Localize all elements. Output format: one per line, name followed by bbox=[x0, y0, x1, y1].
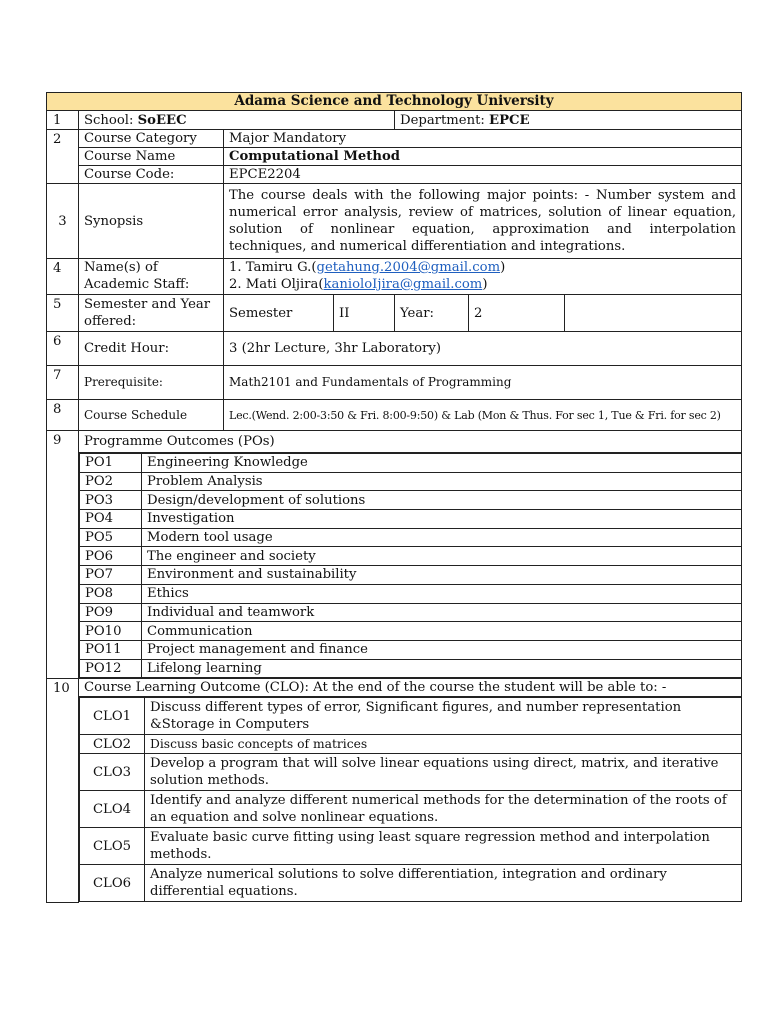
po-description: Communication bbox=[142, 622, 742, 641]
po-description: Engineering Knowledge bbox=[142, 454, 742, 473]
course-code-label: Course Code: bbox=[79, 166, 224, 184]
po-code: PO3 bbox=[80, 491, 142, 510]
row-number: 2 bbox=[47, 130, 79, 184]
row-number: 8 bbox=[47, 400, 79, 431]
clo-row bbox=[80, 828, 742, 865]
clo-row bbox=[80, 754, 742, 791]
clo-table bbox=[79, 697, 742, 902]
schedule-value: Lec.(Wend. 2:00-3:50 & Fri. 8:00-9:50) & Lab (Mon & Thus. For sec 1, Tue & Fri. for sec 2) bbox=[224, 400, 742, 431]
course-info-table bbox=[46, 92, 742, 903]
row-number: 3 bbox=[47, 184, 79, 259]
po-description: Modern tool usage bbox=[142, 528, 742, 547]
po-description: Individual and teamwork bbox=[142, 603, 742, 622]
staff-item: 2. Mati Oljira(kanioloIjira@gmail.com) bbox=[229, 277, 488, 292]
school-cell: School: SoEEC bbox=[79, 111, 395, 130]
po-description: The engineer and society bbox=[142, 547, 742, 566]
clo-description: Develop a program that will solve linear equations using direct, matrix, and iterative solution methods. bbox=[145, 754, 742, 791]
po-code: PO8 bbox=[80, 584, 142, 603]
row-number: 6 bbox=[47, 332, 79, 366]
po-code: PO11 bbox=[80, 640, 142, 659]
po-row bbox=[80, 603, 742, 622]
po-row bbox=[80, 454, 742, 473]
po-description: Design/development of solutions bbox=[142, 491, 742, 510]
course-code-value: EPCE2204 bbox=[224, 166, 742, 184]
department-value: EPCE bbox=[489, 112, 530, 128]
course-name-value: Computational Method bbox=[229, 149, 401, 164]
po-description: Project management and finance bbox=[142, 640, 742, 659]
prerequisite-value: Math2101 and Fundamentals of Programming bbox=[224, 366, 742, 400]
programme-outcomes-table bbox=[79, 453, 742, 678]
course-name-label: Course Name bbox=[79, 148, 224, 166]
po-code: PO10 bbox=[80, 622, 142, 641]
po-row bbox=[80, 622, 742, 641]
staff-list bbox=[224, 259, 742, 295]
clo-code: CLO1 bbox=[80, 698, 145, 735]
row-number: 4 bbox=[47, 259, 79, 295]
synopsis-label: Synopsis bbox=[79, 184, 224, 259]
po-code: PO6 bbox=[80, 547, 142, 566]
staff-item: 1. Tamiru G.(getahung.2004@gmail.com) bbox=[229, 260, 506, 275]
staff-email-link[interactable]: getahung.2004@gmail.com bbox=[316, 260, 501, 275]
schedule-label: Course Schedule bbox=[79, 400, 224, 431]
po-code: PO1 bbox=[80, 454, 142, 473]
row-number: 1 bbox=[47, 111, 79, 130]
course-document bbox=[46, 92, 741, 903]
po-row bbox=[80, 528, 742, 547]
clo-row bbox=[80, 791, 742, 828]
clo-description: Discuss basic concepts of matrices bbox=[145, 735, 742, 754]
row-number: 5 bbox=[47, 295, 79, 332]
po-code: PO2 bbox=[80, 472, 142, 491]
clo-code: CLO5 bbox=[80, 828, 145, 865]
clo-description: Analyze numerical solutions to solve differentiation, integration and ordinary differential equations. bbox=[145, 865, 742, 902]
credit-hour-label: Credit Hour: bbox=[79, 332, 224, 366]
po-row bbox=[80, 491, 742, 510]
clo-title: Course Learning Outcome (CLO): At the end of the course the student will be able to: - bbox=[79, 679, 742, 697]
po-description: Ethics bbox=[142, 584, 742, 603]
row-number: 10 bbox=[47, 679, 79, 903]
year-label: Year: bbox=[395, 295, 469, 332]
po-row bbox=[80, 472, 742, 491]
po-code: PO12 bbox=[80, 659, 142, 678]
programme-outcomes-title: Programme Outcomes (POs) bbox=[79, 431, 742, 453]
credit-hour-value: 3 (2hr Lecture, 3hr Laboratory) bbox=[224, 332, 742, 366]
semester-label: Semester bbox=[224, 295, 334, 332]
clo-description: Discuss different types of error, Significant figures, and number representation &Storage in Computers bbox=[145, 698, 742, 735]
clo-code: CLO4 bbox=[80, 791, 145, 828]
po-row bbox=[80, 659, 742, 678]
school-value: SoEEC bbox=[137, 112, 187, 128]
clo-description: Identify and analyze different numerical methods for the determination of the roots of an equation and solve nonlinear equations. bbox=[145, 791, 742, 828]
staff-label: Name(s) of Academic Staff: bbox=[79, 259, 224, 295]
po-description: Lifelong learning bbox=[142, 659, 742, 678]
clo-code: CLO3 bbox=[80, 754, 145, 791]
course-category-label: Course Category bbox=[79, 130, 224, 148]
semester-value: II bbox=[334, 295, 395, 332]
semester-year-label: Semester and Year offered: bbox=[79, 295, 224, 332]
course-category-value: Major Mandatory bbox=[224, 130, 742, 148]
po-row bbox=[80, 566, 742, 585]
clo-code: CLO6 bbox=[80, 865, 145, 902]
synopsis-text: The course deals with the following major points: - Number system and numerical error analysis, review of matrices, solution of linear equation, solution of nonlinear equation, approximation and interpolation techniques, and numerical differentiation and integrations. bbox=[224, 184, 742, 259]
clo-description: Evaluate basic curve fitting using least square regression method and interpolation methods. bbox=[145, 828, 742, 865]
university-header: Adama Science and Technology University bbox=[47, 93, 742, 111]
po-code: PO4 bbox=[80, 510, 142, 529]
clo-code: CLO2 bbox=[80, 735, 145, 754]
po-code: PO7 bbox=[80, 566, 142, 585]
po-description: Investigation bbox=[142, 510, 742, 529]
empty-cell bbox=[565, 295, 742, 332]
clo-row bbox=[80, 698, 742, 735]
po-code: PO5 bbox=[80, 528, 142, 547]
po-description: Problem Analysis bbox=[142, 472, 742, 491]
po-row bbox=[80, 547, 742, 566]
po-row bbox=[80, 640, 742, 659]
clo-row bbox=[80, 865, 742, 902]
po-row bbox=[80, 584, 742, 603]
year-value: 2 bbox=[469, 295, 565, 332]
po-row bbox=[80, 510, 742, 529]
staff-email-link[interactable]: kanioloIjira@gmail.com bbox=[323, 277, 483, 292]
department-cell: Department: EPCE bbox=[395, 111, 742, 130]
po-description: Environment and sustainability bbox=[142, 566, 742, 585]
row-number: 7 bbox=[47, 366, 79, 400]
programme-outcomes-cell bbox=[79, 453, 742, 679]
clo-cell bbox=[79, 697, 742, 903]
po-code: PO9 bbox=[80, 603, 142, 622]
clo-row bbox=[80, 735, 742, 754]
row-number: 9 bbox=[47, 431, 79, 679]
prerequisite-label: Prerequisite: bbox=[79, 366, 224, 400]
